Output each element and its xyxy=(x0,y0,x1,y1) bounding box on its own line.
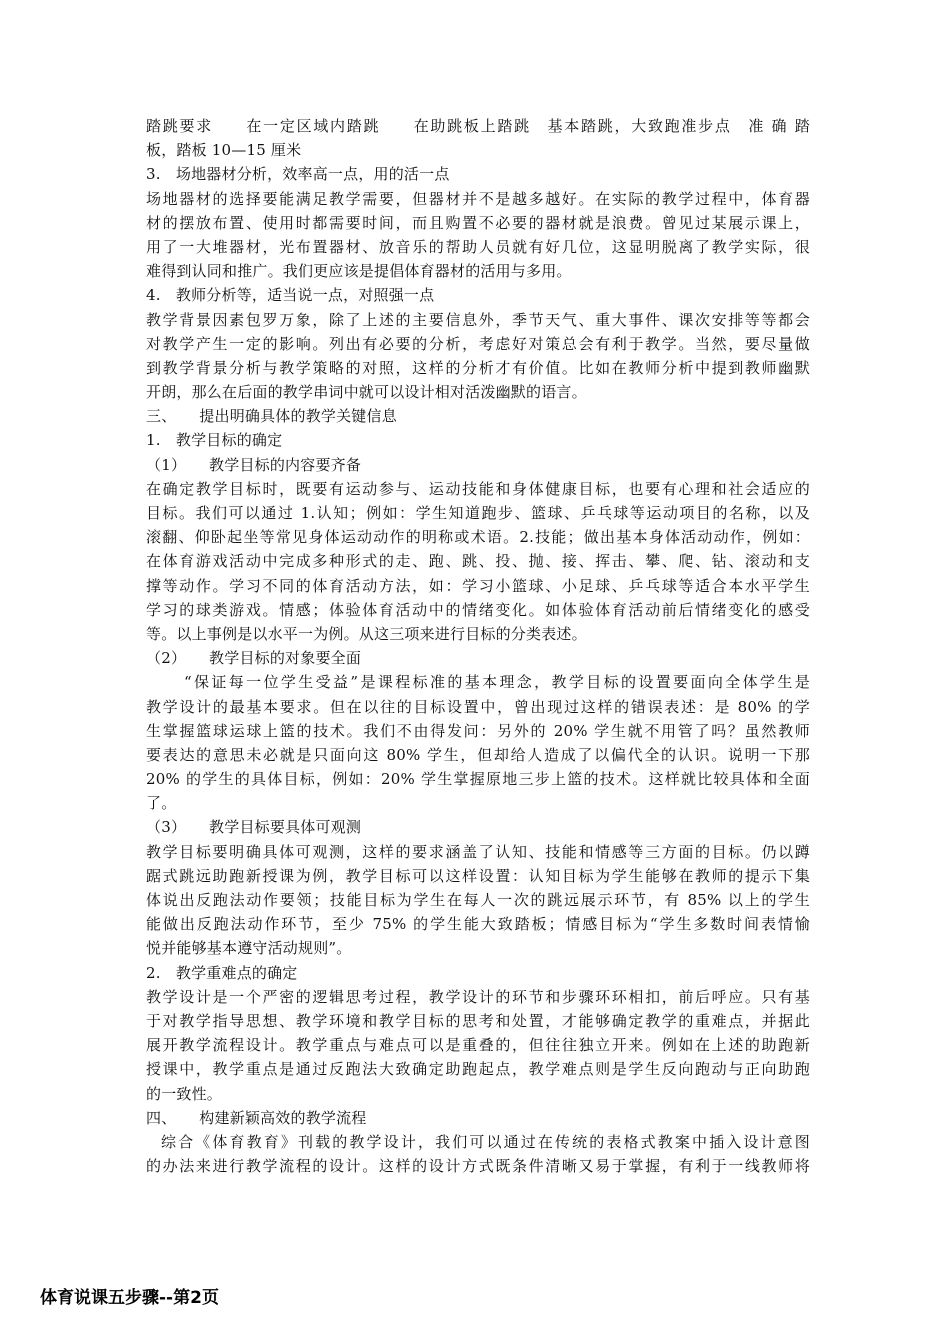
text-line: 的办法来进行教学流程的设计。这样的设计方式既条件清晰又易于掌握，有利于一线教师将 xyxy=(146,1157,810,1176)
text-line: 撑等动作。学习不同的体育活动方法，如：学习小篮球、小足球、乒乓球等适合本水平学生 xyxy=(146,576,810,595)
text-line: （3） 教学目标要具体可观测 xyxy=(146,818,362,837)
text-line: 要表达的意思未必就是只面向这 80% 学生，但却给人造成了以偏代全的认识。说明一下那 xyxy=(146,745,810,764)
text-line: 等。以上事例是以水平一为例。从这三项来进行目标的分类表述。 xyxy=(146,624,587,643)
text-line: 授课中，教学重点是通过反跑法大致确定助跑起点，教学难点则是学生反向跑动与正向助跑 xyxy=(146,1060,810,1079)
text-line: （2） 教学目标的对象要全面 xyxy=(146,649,362,668)
text-line: 3. 场地器材分析，效率高一点，用的活一点 xyxy=(146,165,450,184)
text-line: 到教学背景分析与教学策略的对照，这样的分析才有价值。比如在教师分析中提到教师幽默 xyxy=(146,358,810,377)
text-line: 踏跳要求 在一定区域内踏跳 在助跳板上踏跳 基本踏跳，大致跑准步点 准 确 踏 xyxy=(146,117,810,135)
text-line: 滚翻、仰卧起坐等常见身体运动动作的明称或术语。2.技能；做出基本身体活动动作，例如： xyxy=(146,528,810,547)
text-line: 在确定教学目标时，既要有运动参与、运动技能和身体健康目标，也要有心理和社会适应的 xyxy=(146,479,810,498)
text-line: 目标。我们可以通过 1.认知；例如：学生知道跑步、篮球、乒乓球等运动项目的名称，以及 xyxy=(146,504,810,522)
text-line: 难得到认同和推广。我们更应该是提倡体育器材的活用与多用。 xyxy=(146,262,572,281)
text-line: 教学目标要明确具体可观测，这样的要求涵盖了认知、技能和情感等三方面的目标。仍以蹲 xyxy=(146,842,810,861)
text-line: “保证每一位学生受益”是课程标准的基本理念，教学目标的设置要面向全体学生是 xyxy=(184,673,810,692)
text-line: （1） 教学目标的内容要齐备 xyxy=(146,455,362,474)
text-line: 四、 构建新颖高效的教学流程 xyxy=(146,1108,367,1127)
document-body xyxy=(146,114,810,1178)
text-line: 综合《体育教育》刊载的教学设计，我们可以通过在传统的表格式教案中插入设计意图 xyxy=(161,1132,810,1151)
text-line: 在体育游戏活动中完成多种形式的走、跑、跳、投、抛、接、挥击、攀、爬、钻、滚动和支 xyxy=(146,552,810,571)
text-line: 生掌握篮球运球上篮的技术。我们不由得发问：另外的 20% 学生就不用管了吗？虽然教师 xyxy=(146,721,810,740)
text-line: 用了一大堆器材，光布置器材、放音乐的帮助人员就有好几位，这显明脱离了教学实际，很 xyxy=(146,237,810,256)
text-line: 于对教学指导思想、教学环境和教学目标的思考和处置，才能够确定教学的重难点，并据此 xyxy=(146,1011,810,1030)
text-line: 体说出反跑法动作要领；技能目标为学生在每人一次的跳远展示环节，有 85% 以上的学生 xyxy=(146,891,810,909)
page-footer: 体育说课五步骤--第2页 xyxy=(40,1288,219,1308)
text-line: 展开教学流程设计。教学重点与难点可以是重叠的，但往往独立开来。例如在上述的助跑新 xyxy=(146,1036,810,1055)
text-line: 2. 教学重难点的确定 xyxy=(146,963,298,982)
text-line: 4. 教师分析等，适当说一点，对照强一点 xyxy=(146,286,435,305)
text-line: 的一致性。 xyxy=(146,1084,223,1103)
text-line: 板，踏板 10—15 厘米 xyxy=(146,141,302,160)
text-line: 学习的球类游戏。情感；体验体育活动中的情绪变化。如体验体育活动前后情绪变化的感受 xyxy=(146,600,810,619)
text-line: 能做出反跑法动作环节，至少 75% 的学生能大致踏板；情感目标为“学生多数时间表情愉 xyxy=(146,915,810,934)
text-line: 三、 提出明确具体的教学关键信息 xyxy=(146,407,397,426)
text-line: 场地器材的选择要能满足教学需要，但器材并不是越多越好。在实际的教学过程中，体育器 xyxy=(146,189,810,208)
text-line: 1. 教学目标的确定 xyxy=(146,431,283,450)
text-line: 踞式跳远助跑新授课为例，教学目标可以这样设置：认知目标为学生能够在教师的提示下集 xyxy=(146,866,810,885)
text-line: 20% 的学生的具体目标，例如：20% 学生掌握原地三步上篮的技术。这样就比较具体和全面 xyxy=(146,770,810,789)
text-line: 悦并能够基本遵守活动规则”。 xyxy=(146,939,352,958)
text-line: 教学背景因素包罗万象，除了上述的主要信息外，季节天气、重大事件、课次安排等等都会 xyxy=(146,310,810,329)
text-line: 对教学产生一定的影响。列出有必要的分析，考虑好对策总会有利于教学。当然，要尽量做 xyxy=(146,334,810,353)
text-line: 材的摆放布置、使用时都需要时间，而且购置不必要的器材就是浪费。曾见过某展示课上， xyxy=(146,213,810,232)
text-line: 教学设计的最基本要求。但在以往的目标设置中，曾出现过这样的错误表述：是 80% 的学 xyxy=(146,697,810,716)
text-line: 了。 xyxy=(146,794,177,813)
text-line: 教学设计是一个严密的逻辑思考过程，教学设计的环节和步骤环环相扣，前后呼应。只有基 xyxy=(146,987,810,1006)
text-line: 开朗，那么在后面的教学串词中就可以设计相对活泼幽默的语言。 xyxy=(146,383,587,402)
